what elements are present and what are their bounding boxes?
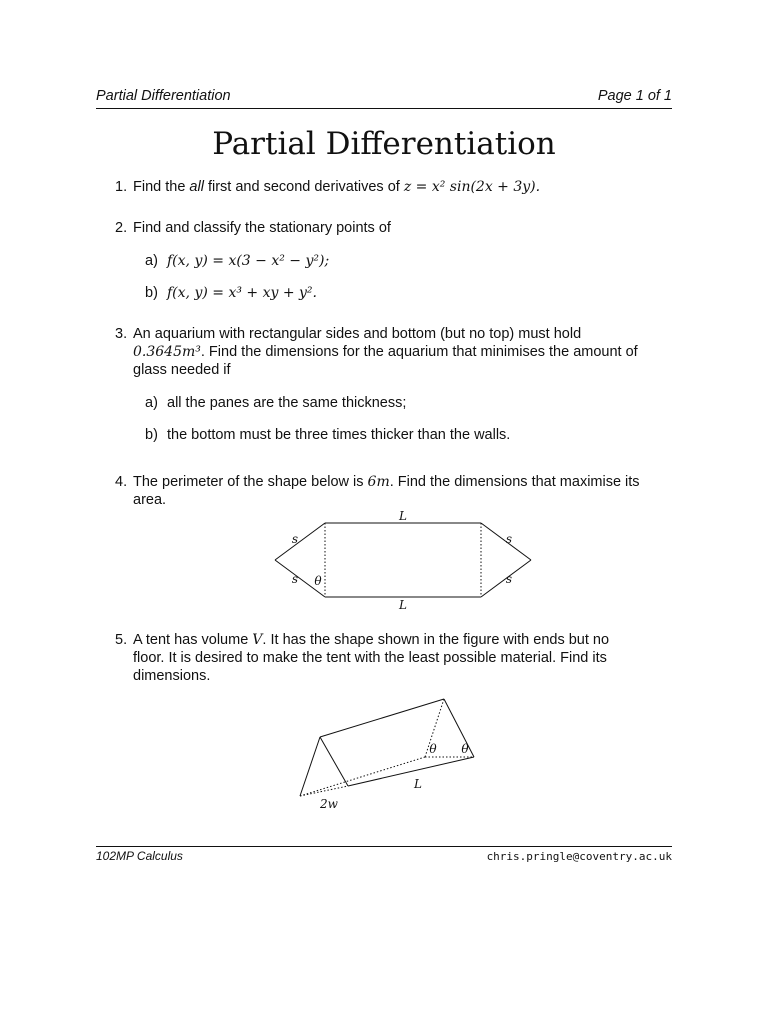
tent-front-base xyxy=(300,786,348,796)
question-number: 5. xyxy=(115,632,128,648)
label-s: s xyxy=(291,572,299,586)
volume-value: 0.3645m³ xyxy=(133,344,201,360)
course-name: 102MP Calculus xyxy=(96,849,183,863)
question-3: 3. An aquarium with rectangular sides and bottom (but no top) must hold xyxy=(115,326,582,342)
question-5-line2: floor. It is desired to make the tent with the least possible material. Find its xyxy=(133,650,607,666)
label-L-top: L xyxy=(399,509,407,523)
label-theta: θ xyxy=(461,742,469,756)
question-4: 4. The perimeter of the shape below is 6m. Find the dimensions that maximise its xyxy=(115,474,640,490)
tent-left-base xyxy=(300,757,425,796)
question-3-line3: glass needed if xyxy=(133,362,231,378)
tent-front-right-edge xyxy=(320,737,348,786)
question-3a: a) all the panes are the same thickness; xyxy=(145,395,407,411)
page-number: Page 1 of 1 xyxy=(597,88,672,104)
part-label: b) xyxy=(145,427,158,443)
volume-symbol: V xyxy=(252,632,263,648)
emphasis-all: all xyxy=(189,179,204,195)
question-3b: b) the bottom must be three times thicker than the walls. xyxy=(145,427,511,443)
label-theta: θ xyxy=(429,742,437,756)
header-title: Partial Differentiation xyxy=(96,88,231,104)
tent-front-left-edge xyxy=(300,737,320,796)
question-number: 2. xyxy=(115,220,128,236)
footer-rule xyxy=(96,846,672,847)
question-3-line2: 0.3645m³. Find the dimensions for the aquarium that minimises the amount of xyxy=(133,344,638,360)
tent-ridge xyxy=(320,699,444,737)
label-theta: θ xyxy=(314,574,322,588)
question-2: 2. Find and classify the stationary points of xyxy=(115,220,391,236)
page-title: Partial Differentiation xyxy=(212,126,556,162)
question-number: 3. xyxy=(115,326,128,342)
formula: z = x² sin(2x + 3y). xyxy=(403,179,541,195)
author-email: chris.pringle@coventry.ac.uk xyxy=(486,850,672,863)
formula: f(x, y) = x³ + xy + y². xyxy=(167,285,317,301)
question-4-line2: area. xyxy=(133,492,167,508)
part-label: a) xyxy=(145,395,158,411)
part-label: b) xyxy=(145,285,158,301)
question-number: 4. xyxy=(115,474,128,490)
part-label: a) xyxy=(145,253,158,269)
label-L: L xyxy=(414,777,422,791)
label-L-bottom: L xyxy=(399,598,407,612)
formula: f(x, y) = x(3 − x² − y²); xyxy=(167,253,330,269)
tent-back-right-edge xyxy=(444,699,474,757)
question-5-line3: dimensions. xyxy=(133,668,211,684)
question-1: 1. Find the all first and second derivatives of z = x² sin(2x + 3y). xyxy=(115,179,541,195)
label-2w: 2w xyxy=(320,797,338,811)
label-s: s xyxy=(505,572,513,586)
label-s: s xyxy=(505,532,513,546)
perimeter-value: 6m xyxy=(367,474,390,490)
left-upper-edge xyxy=(275,523,325,560)
label-s: s xyxy=(291,532,299,546)
question-number: 1. xyxy=(115,179,128,195)
question-5: 5. A tent has volume V. It has the shape shown in the figure with ends but no xyxy=(115,632,610,648)
